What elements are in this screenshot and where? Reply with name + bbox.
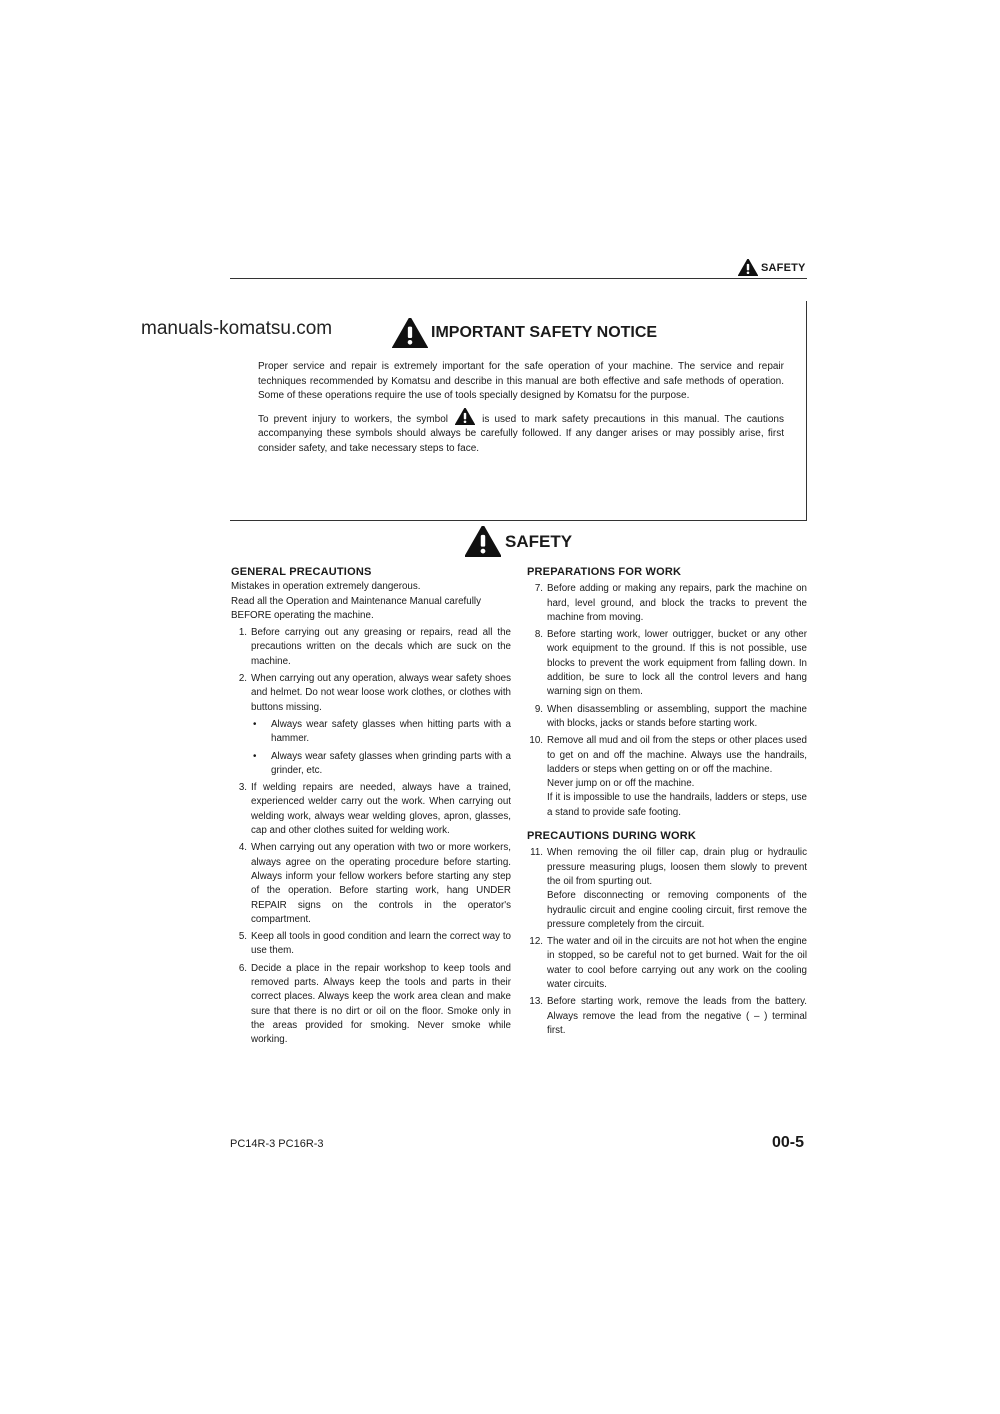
notice-title xyxy=(392,318,657,348)
during-work-heading: PRECAUTIONS DURING WORK xyxy=(527,830,696,843)
list-item: 12. The water and oil in the circuits are not hot when the engine in stopped, so be careful not to get burned. Wait for the oil water to cool before carrying out any work on the cooling water circuits. xyxy=(529,936,807,991)
general-intro-1: Mistakes in operation extremely dangerous. xyxy=(231,581,421,593)
footer-models: PC14R-3 PC16R-3 xyxy=(230,1138,324,1150)
notice-title-text: IMPORTANT SAFETY NOTICE xyxy=(431,324,658,341)
warning-triangle-icon xyxy=(738,259,758,276)
notice-paragraph-2: To prevent injury to workers, the symbol is used to mark safety precautions in this manual. The cautions accompanying these symbols should always be carefully followed. If any danger arises or may possibly arise, first consider safety, and take necessary steps to face. xyxy=(258,408,784,457)
bullet-item: • Always wear safety glasses when grinding parts with a grinder, etc. xyxy=(253,750,511,776)
safety-title-text: SAFETY xyxy=(505,531,573,551)
list-item: 10. Remove all mud and oil from the steps or other places used to get on and off the machine. Always use the handrails, ladders or steps when getting on or off the machine. Never jump on or off the machine. If it is impossible to use the handrails, ladders or steps, use a stand to provide safe footing. xyxy=(529,735,807,818)
notice-paragraph-1: Proper service and repair is extremely important for the safe operation of your machine. The service and repair techniques recommended by Komatsu and describe in this manual are both effective and safe methods of operation. Some of these operations require the use of tools specially designed by Komatsu for the purpose. xyxy=(258,361,784,401)
preparations-heading: PREPARATIONS FOR WORK xyxy=(527,566,682,578)
general-intro-2: Read all the Operation and Maintenance Manual carefully BEFORE operating the machine. xyxy=(231,595,481,621)
warning-triangle-icon xyxy=(455,408,475,425)
bullet-icon: • xyxy=(253,718,257,730)
notice-box-bottom-border xyxy=(230,520,807,521)
bullet-item: • Always wear safety glasses when hitting parts with a hammer. xyxy=(253,718,511,745)
general-precautions-heading: GENERAL PRECAUTIONS xyxy=(231,566,372,578)
list-item: 2. When carrying out any operation, always wear safety shoes and helmet. Do not wear loose work clothes, or clothes with buttons missing. xyxy=(238,673,511,713)
list-item: 7. Before adding or making any repairs, park the machine on hard, level ground, and block the tracks to prevent the machine from moving. xyxy=(534,583,807,623)
list-item: 9. When disassembling or assembling, support the machine with blocks, jacks or stands before starting work. xyxy=(534,703,807,729)
preparations-column xyxy=(527,565,807,1038)
list-item: 1. Before carrying out any greasing or repairs, read all the precautions written on the decals which are suck on the machine. xyxy=(238,627,511,667)
warning-triangle-icon xyxy=(392,318,428,348)
bullet-icon: • xyxy=(253,750,257,762)
list-item: 13. Before starting work, remove the leads from the battery. Always remove the lead from the negative ( – ) terminal first. xyxy=(529,996,807,1036)
list-item: 5. Keep all tools in good condition and learn the correct way to use them. xyxy=(238,931,511,957)
header-divider xyxy=(230,278,807,279)
notice-body xyxy=(258,360,784,460)
watermark: manuals-komatsu.com xyxy=(141,318,333,339)
list-item: 11. When removing the oil filler cap, drain plug or hydraulic pressure measuring plugs, loosen them slowly to prevent the oil from spurting out. Before disconnecting or removing components of the hydraulic circuit and engine cooling circuit, first remove the pressure completely from the circuit. xyxy=(530,847,807,930)
general-precautions-column xyxy=(231,565,511,1048)
page-number: 00-5 xyxy=(772,1134,805,1151)
list-item: 4. When carrying out any operation with two or more workers, always agree on the operating procedure before starting. Always inform your fellow workers before starting any step of the operation. Before starting work, hang UNDER REPAIR signs on the controls in the operator's compartment. xyxy=(238,842,511,925)
list-item: 6. Decide a place in the repair workshop to keep tools and removed parts. Always keep the tools and parts in their correct places. Always keep the work area clean and make sure that there is no dirt or oil on the floor. Smoke only in the areas provided for smoking. Never smoke while working. xyxy=(238,962,511,1046)
warning-triangle-icon xyxy=(465,526,501,557)
header-section-text: SAFETY xyxy=(761,261,806,274)
list-item: 3. If welding repairs are needed, always have a trained, experienced welder carry out the work. When carrying out welding work, always wear welding gloves, apron, glasses, cap and other clothes suited for welding work. xyxy=(238,782,511,837)
list-item: 8. Before starting work, lower outrigger, bucket or any other work equipment to the ground. If this is not possible, use blocks to prevent the work equipment from falling down. In addition, be sure to lock all the control levers and hang warning sign on them. xyxy=(534,629,807,698)
safety-title xyxy=(465,526,572,557)
header-section-label xyxy=(738,259,806,276)
notice-box-right-border xyxy=(806,301,807,521)
